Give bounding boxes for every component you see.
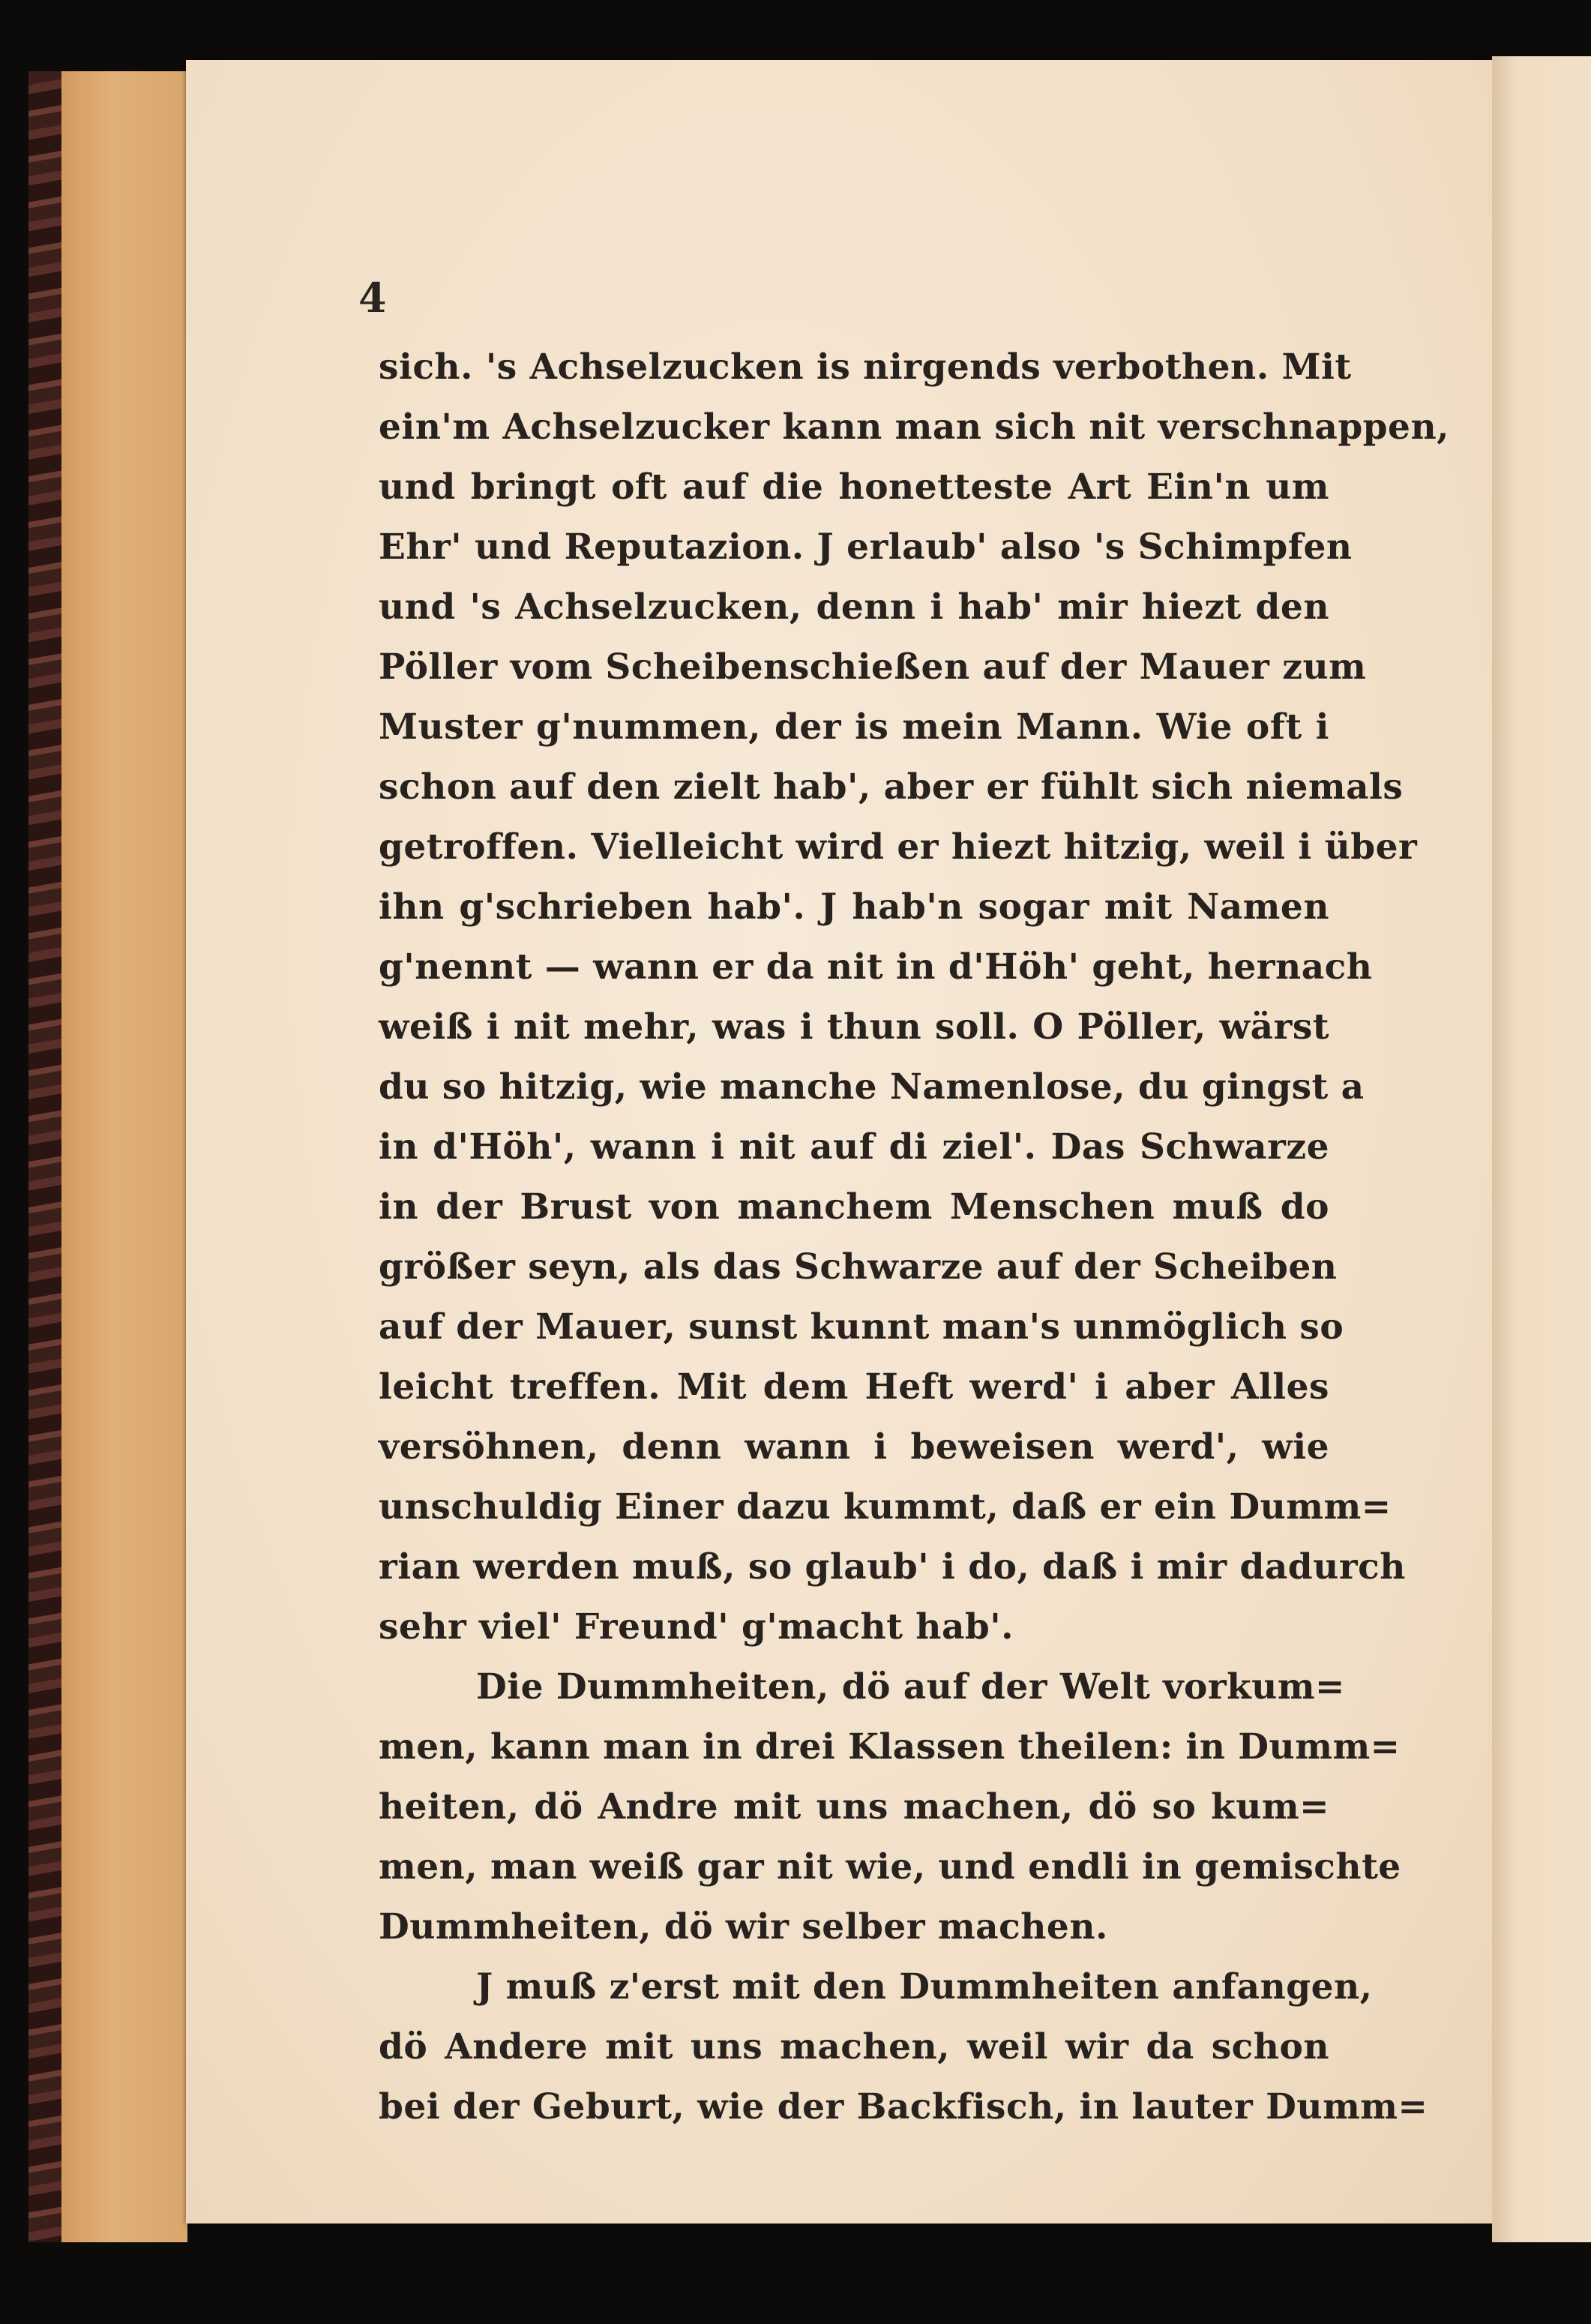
text-line: in der Brust von manchem Menschen muß do xyxy=(379,1186,1329,1228)
text-line: sehr viel' Freund' g'macht hab'. xyxy=(379,1606,1014,1648)
text-line: unschuldig Einer dazu kummt, daß er ein Dumm= xyxy=(379,1486,1392,1528)
text-line: schon auf den zielt hab', aber er fühlt sich niemals xyxy=(379,766,1404,808)
page-number: 4 xyxy=(358,274,387,322)
text-line: Ehr' und Reputazion. J erlaub' also 's Schimpfen xyxy=(379,526,1353,568)
text-line: sich. 's Achselzucken is nirgends verbothen. Mit xyxy=(379,346,1352,388)
text-line: men, man weiß gar nit wie, und endli in gemischte xyxy=(379,1846,1401,1888)
text-line: g'nennt — wann er da nit in d'Höh' geht, hernach xyxy=(379,946,1373,988)
text-line: und bringt oft auf die honetteste Art Ein'n um xyxy=(379,466,1329,508)
text-line: getroffen. Vielleicht wird er hiezt hitzig, weil i über xyxy=(379,826,1418,868)
text-line: du so hitzig, wie manche Namenlose, du gingst a xyxy=(379,1066,1365,1108)
text-line: Muster g'nummen, der is mein Mann. Wie oft i xyxy=(379,706,1329,748)
text-line: men, kann man in drei Klassen theilen: in Dumm= xyxy=(379,1726,1401,1768)
text-line: Pöller vom Scheibenschießen auf der Mauer zum xyxy=(379,646,1367,688)
text-line: bei der Geburt, wie der Backfisch, in lauter Dumm= xyxy=(379,2086,1428,2128)
text-line: J muß z'erst mit den Dummheiten anfangen, xyxy=(476,1966,1373,2008)
text-line: ihn g'schrieben hab'. J hab'n sogar mit Namen xyxy=(379,886,1329,928)
text-line: Die Dummheiten, dö auf der Welt vorkum= xyxy=(476,1666,1345,1708)
text-line: versöhnen, denn wann i beweisen werd', wie xyxy=(379,1426,1329,1468)
text-line: leicht treffen. Mit dem Heft werd' i aber Alles xyxy=(379,1366,1329,1408)
text-line: dö Andere mit uns machen, weil wir da schon xyxy=(379,2026,1329,2068)
text-line: heiten, dö Andre mit uns machen, dö so kum= xyxy=(379,1786,1329,1828)
text-line: rian werden muß, so glaub' i do, daß i mir dadurch xyxy=(379,1546,1406,1588)
body-text xyxy=(379,337,1449,2137)
text-line: auf der Mauer, sunst kunnt man's unmöglich so xyxy=(379,1306,1344,1348)
text-line: größer seyn, als das Schwarze auf der Scheiben xyxy=(379,1246,1338,1288)
text-line: weiß i nit mehr, was i thun soll. O Pöller, wärst xyxy=(379,1006,1329,1048)
binding-strip xyxy=(61,71,187,2242)
book-spine xyxy=(28,71,61,2242)
text-line: ein'm Achselzucker kann man sich nit verschnappen, xyxy=(379,406,1449,448)
text-line: in d'Höh', wann i nit auf di ziel'. Das Schwarze xyxy=(379,1126,1329,1168)
text-line: Dummheiten, dö wir selber machen. xyxy=(379,1906,1108,1948)
text-line: und 's Achselzucken, denn i hab' mir hiezt den xyxy=(379,586,1329,628)
next-page-edge xyxy=(1492,56,1591,2242)
